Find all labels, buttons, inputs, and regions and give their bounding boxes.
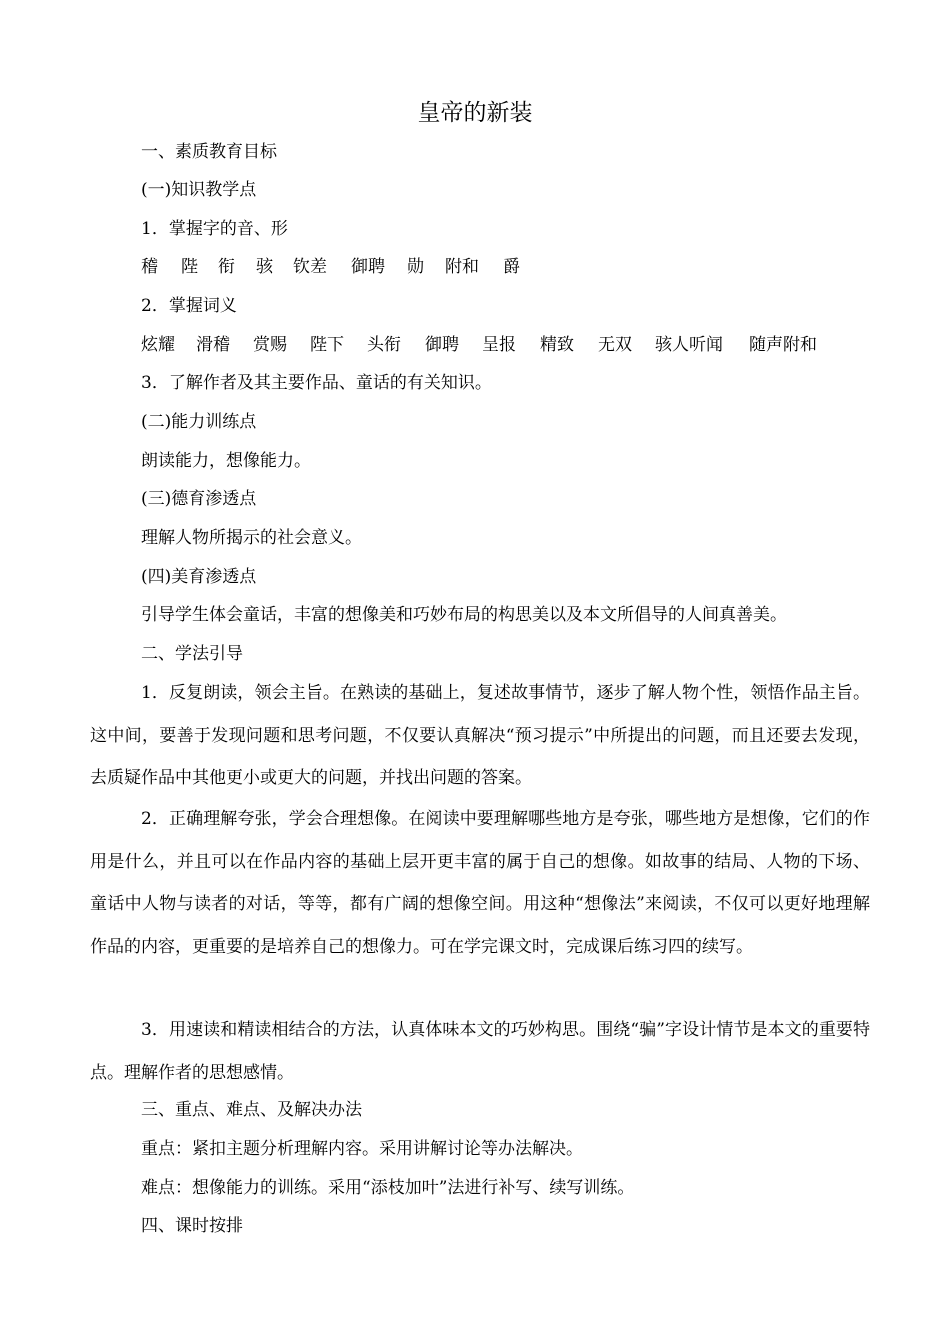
list-item: 爵	[503, 257, 520, 277]
list-item: 附和	[445, 257, 479, 277]
subsection-ability: (二)能力训练点	[141, 412, 257, 432]
list-item: 头衔	[367, 335, 401, 355]
list-item: 无双	[598, 335, 632, 355]
character-list	[141, 255, 520, 279]
section-1-heading: 一、素质教育目标	[141, 142, 277, 162]
item-pronunciation: 1．掌握字的音、形	[141, 219, 288, 239]
list-item: 呈报	[482, 335, 516, 355]
list-item: 精致	[540, 335, 574, 355]
document-title: 皇帝的新装	[417, 100, 533, 126]
subsection-aesthetic: (四)美育渗透点	[141, 567, 257, 587]
list-item: 稽	[141, 257, 158, 277]
method-paragraph-2: 2．正确理解夸张，学会合理想像。在阅读中要理解哪些地方是夸张，哪些地方是想像，它们的作用是什么，并且可以在作品内容的基础上层开更丰富的属于自己的想像。如故事的结局、人物的下场、童话中人物与读者的对话，等等，都有广阔的想像空间。用这种“想像法”来阅读，不仅可以更好地理解作品的内容，更重要的是培养自己的想像力。可在学完课文时，完成课后练习四的续写。	[90, 809, 870, 957]
list-item: 赏赐	[253, 335, 287, 355]
subsection-moral: (三)德育渗透点	[141, 489, 257, 509]
ability-text: 朗读能力，想像能力。	[141, 451, 311, 471]
list-item: 随声附和	[749, 335, 817, 355]
section-3-heading: 三、重点、难点、及解决办法	[141, 1100, 362, 1120]
list-item: 陛	[181, 257, 198, 277]
list-item: 御聘	[351, 257, 385, 277]
difficult-point-text: 难点：想像能力的训练。采用“添枝加叶”法进行补写、续写训练。	[141, 1178, 635, 1198]
aesthetic-text: 引导学生体会童话，丰富的想像美和巧妙布局的构思美以及本文所倡导的人间真善美。	[141, 605, 787, 625]
key-point-text: 重点：紧扣主题分析理解内容。采用讲解讨论等办法解决。	[141, 1139, 583, 1159]
section-2-heading: 二、学法引导	[141, 644, 243, 664]
vocabulary-list	[141, 333, 817, 357]
list-item: 骇	[256, 257, 273, 277]
method-paragraph-1: 1．反复朗读，领会主旨。在熟读的基础上，复述故事情节，逐步了解人物个性，领悟作品主旨。这中间，要善于发现问题和思考问题，不仅要认真解决“预习提示”中所提出的问题，而且还要去发现，去质疑作品中其他更小或更大的问题，并找出问题的答案。	[90, 683, 870, 788]
item-vocabulary: 2．掌握词义	[141, 296, 237, 316]
list-item: 陛下	[310, 335, 344, 355]
section-4-heading: 四、课时按排	[141, 1216, 243, 1236]
list-item: 骇人听闻	[655, 335, 723, 355]
list-item: 钦差	[293, 257, 327, 277]
moral-text: 理解人物所揭示的社会意义。	[141, 528, 362, 548]
list-item: 勋	[407, 257, 424, 277]
list-item: 炫耀	[141, 335, 175, 355]
item-author: 3．了解作者及其主要作品、童话的有关知识。	[141, 373, 492, 393]
subsection-knowledge: (一)知识教学点	[141, 180, 257, 200]
list-item: 御聘	[425, 335, 459, 355]
method-paragraph-3: 3．用速读和精读相结合的方法，认真体味本文的巧妙构思。围绕“骗”字设计情节是本文的重要特点。理解作者的思想感情。	[90, 1020, 870, 1083]
list-item: 衔	[218, 257, 235, 277]
list-item: 滑稽	[196, 335, 230, 355]
